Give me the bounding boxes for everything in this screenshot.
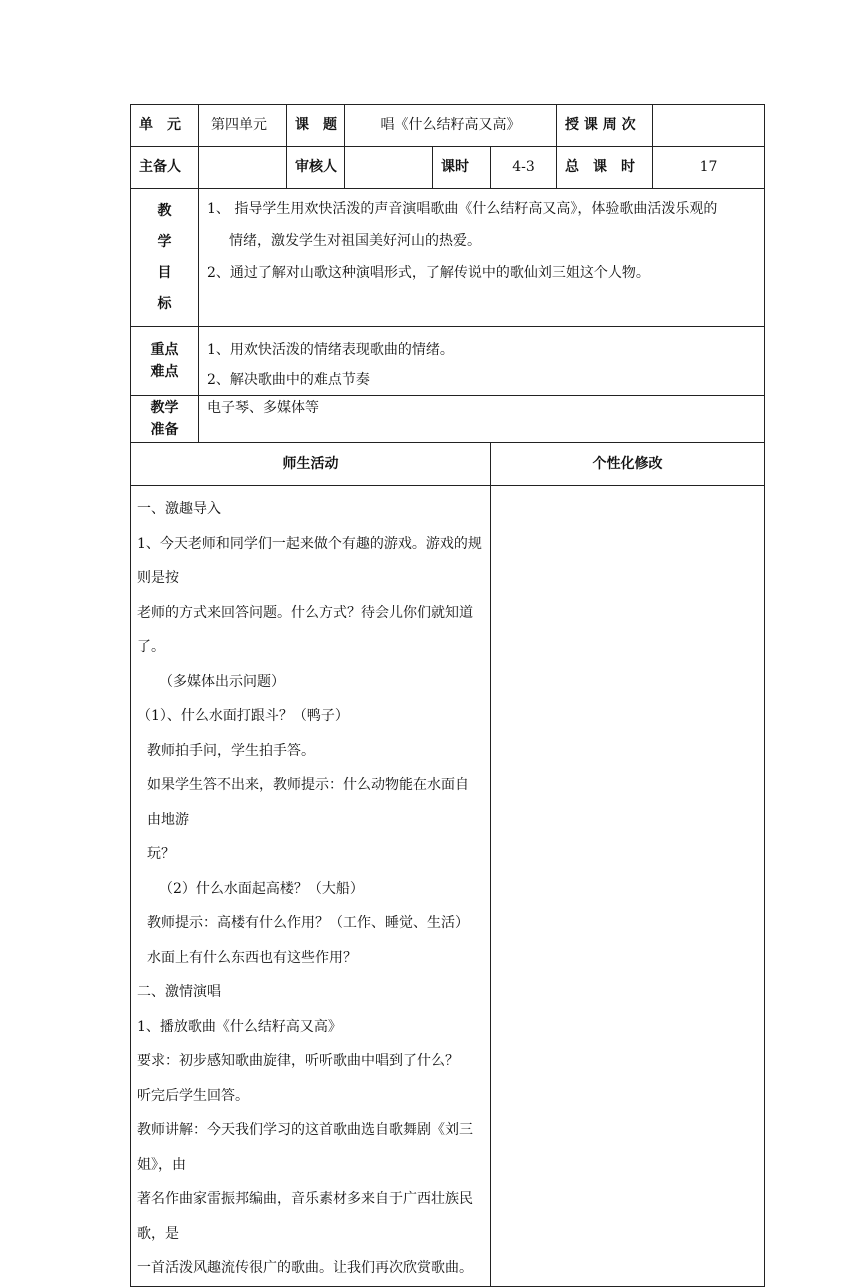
preparer-value: [199, 147, 287, 189]
activity-line: 老师的方式来回答问题。什么方式？待会儿你们就知道了。: [137, 604, 473, 655]
key-points-label-line: 重点: [150, 342, 179, 358]
activity-line: 要求：初步感知歌曲旋律，听听歌曲中唱到了什么？: [137, 1053, 459, 1069]
key-point-line: 1、用欢快活泼的情绪表现歌曲的情绪。: [207, 342, 454, 358]
preparer-label: 主备人: [131, 147, 199, 189]
activity-line: 一、激趣导入: [137, 501, 221, 517]
goals-label-char: 学: [157, 233, 172, 250]
preparation-content: 电子琴、多媒体等: [199, 396, 765, 443]
key-points-content: [199, 327, 765, 396]
activity-line: 听完后学生回答。: [137, 1087, 249, 1104]
modification-content: [491, 486, 765, 1287]
goals-row: [131, 189, 765, 327]
activity-line: 教师提示：高楼有什么作用？（工作、睡觉、生活）: [147, 915, 469, 931]
activities-content: [131, 486, 491, 1287]
goals-line: 2、通过了解对山歌这种演唱形式，了解传说中的歌仙刘三姐这个人物。: [207, 265, 650, 281]
activity-line: 水面上有什么东西也有这些作用？: [147, 949, 357, 966]
topic-label: 课 题: [287, 105, 345, 147]
activity-line: 1、今天老师和同学们一起来做个有趣的游戏。游戏的规则是按: [137, 535, 482, 586]
modification-header: 个性化修改: [491, 443, 765, 486]
total-value: 17: [653, 147, 765, 189]
header-row-2: [131, 147, 765, 189]
period-value: 4-3: [491, 147, 557, 189]
key-points-row: [131, 327, 765, 396]
key-points-label: [131, 327, 199, 396]
activity-line: 如果学生答不出来，教师提示：什么动物能在水面自由地游: [147, 777, 469, 828]
topic-value: 唱《什么结籽高又高》: [345, 105, 557, 147]
goals-label-char: 教: [157, 202, 172, 219]
activity-line: 著名作曲家雷振邦编曲，音乐素材多来自于广西壮族民歌，是: [137, 1191, 473, 1242]
activity-line: 玩？: [147, 846, 175, 862]
preparation-row: [131, 396, 765, 443]
goals-line: 1、 指导学生用欢快活泼的声音演唱歌曲《什么结籽高又高》，体验歌曲活泼乐观的: [207, 201, 718, 217]
activity-line: （2）什么水面起高楼？（大船）: [159, 880, 364, 897]
week-value: [653, 105, 765, 147]
week-label: 授 课 周 次: [557, 105, 653, 147]
unit-label: 单 元: [131, 105, 199, 147]
columns-header-row: [131, 443, 765, 486]
activity-line: 教师讲解：今天我们学习的这首歌曲选自歌舞剧《刘三姐》，由: [137, 1122, 473, 1173]
activity-line: （多媒体出示问题）: [159, 673, 285, 690]
lesson-plan-table: [130, 104, 765, 1287]
reviewer-value: [345, 147, 433, 189]
goals-label: [131, 189, 199, 327]
key-points-label-line: 难点: [150, 364, 179, 380]
unit-value: 第四单元: [199, 105, 287, 147]
activity-line: 教师拍手问，学生拍手答。: [147, 742, 315, 759]
activity-line: （1）、什么水面打跟斗？（鸭子）: [137, 708, 349, 724]
activities-header: 师生活动: [131, 443, 491, 486]
header-row-1: [131, 105, 765, 147]
activities-row: [131, 486, 765, 1287]
total-label: 总 课 时: [557, 147, 653, 189]
reviewer-label: 审核人: [287, 147, 345, 189]
preparation-label-line: 准备: [150, 422, 179, 438]
activity-line: 一首活泼风趣流传很广的歌曲。让我们再次欣赏歌曲。: [137, 1260, 473, 1276]
goals-label-char: 目: [157, 264, 172, 281]
goals-label-char: 标: [157, 295, 172, 312]
period-label: 课时: [433, 147, 491, 189]
goals-line: 情绪，激发学生对祖国美好河山的热爱。: [229, 233, 481, 249]
preparation-label-line: 教学: [150, 400, 179, 416]
key-point-line: 2、解决歌曲中的难点节奏: [207, 372, 370, 388]
activity-line: 二、激情演唱: [137, 984, 221, 1000]
preparation-label: [131, 396, 199, 443]
activity-line: 1、播放歌曲《什么结籽高又高》: [137, 1018, 342, 1035]
goals-content: [199, 189, 765, 327]
